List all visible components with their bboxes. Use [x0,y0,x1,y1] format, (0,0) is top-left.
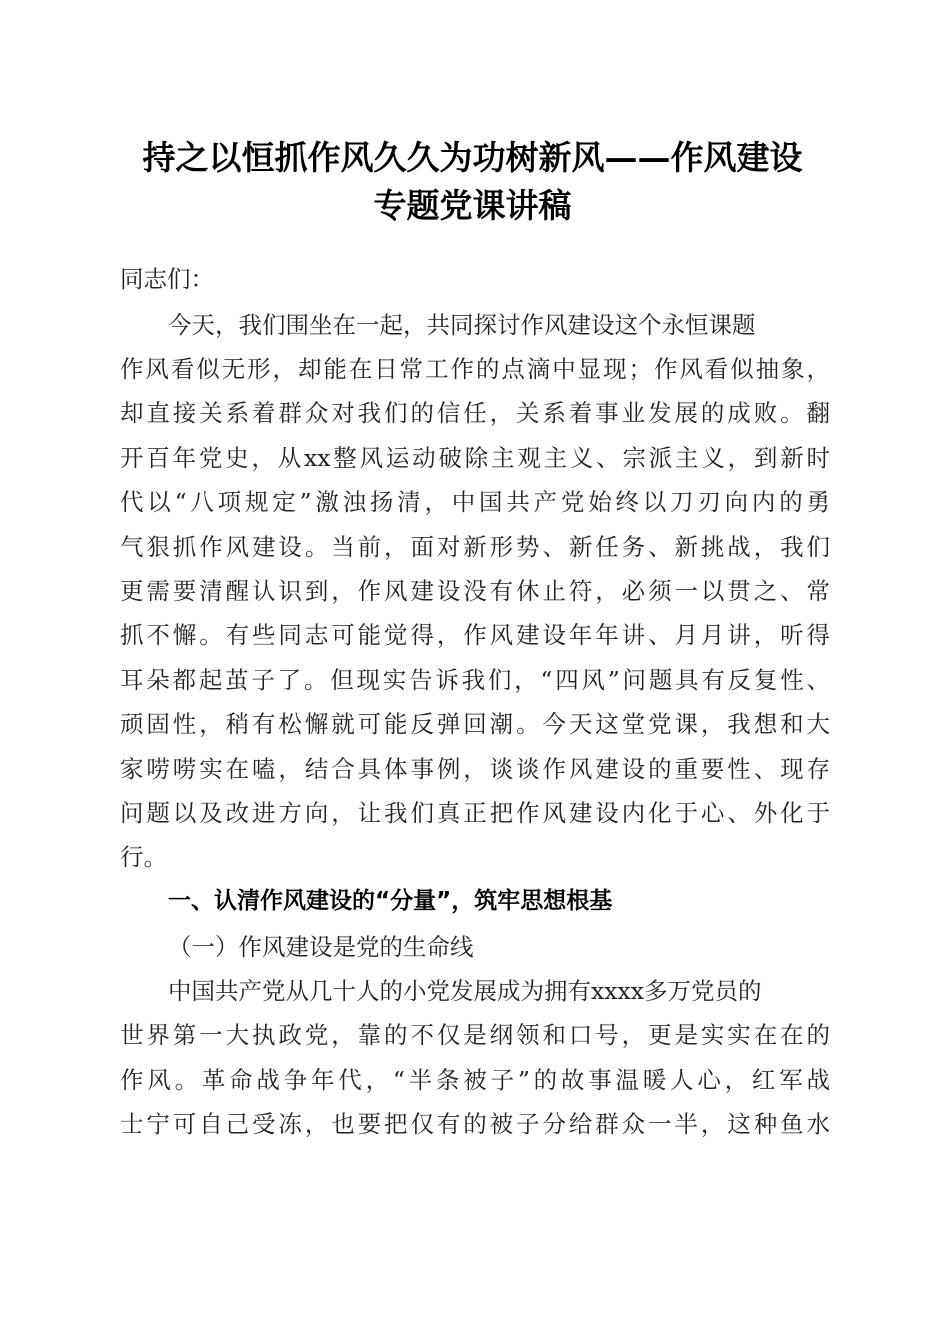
paragraph-line: 今天，我们围坐在一起，共同探讨作风建设这个永恒课题 [168,311,756,339]
salutation: 同志们： [120,265,214,293]
paragraph-line: 代以“八项规定”激浊扬清，中国共产党始终以刀刃向内的勇 [120,488,830,516]
paragraph-line: 问题以及改进方向，让我们真正把作风建设内化于心、外化于 [120,799,830,827]
paragraph-line: 世界第一大执政党，靠的不仅是纲领和口号，更是实实在在的 [120,1021,830,1049]
title-line-1: 持之以恒抓作风久久为功树新风——作风建设 [142,138,803,177]
paragraph-line: 开百年党史，从xx整风运动破除主观主义、宗派主义，到新时 [120,444,830,472]
paragraph-line: 作风。革命战争年代，“半条被子”的故事温暖人心，红军战 [120,1066,830,1094]
document-title [100,134,845,230]
paragraph-line: 作风看似无形，却能在日常工作的点滴中显现；作风看似抽象， [120,355,830,383]
subsection-heading: （一）作风建设是党的生命线 [168,933,474,961]
paragraph-line: 顽固性，稍有松懈就可能反弹回潮。今天这堂党课，我想和大 [120,710,830,738]
paragraph-line: 却直接关系着群众对我们的信任，关系着事业发展的成败。翻 [120,399,830,427]
paragraph-line: 中国共产党从几十人的小党发展成为拥有xxxx多万党员的 [168,977,762,1005]
paragraph-line: 家唠唠实在嗑，结合具体事例，谈谈作风建设的重要性、现存 [120,755,830,783]
paragraph-line: 耳朵都起茧子了。但现实告诉我们，“四风”问题具有反复性、 [120,666,830,694]
paragraph-line: 行。 [120,843,167,871]
title-line-2: 专题党课讲稿 [373,186,572,225]
section-heading: 一、认清作风建设的“分量”，筑牢思想根基 [168,888,613,914]
paragraph-line: 更需要清醒认识到，作风建设没有休止符，必须一以贯之、常 [120,577,830,605]
paragraph-line: 气狠抓作风建设。当前，面对新形势、新任务、新挑战，我们 [120,533,830,561]
paragraph-line: 抓不懈。有些同志可能觉得，作风建设年年讲、月月讲，听得 [120,621,830,649]
paragraph-line: 士宁可自己受冻，也要把仅有的被子分给群众一半，这种鱼水 [120,1110,830,1138]
